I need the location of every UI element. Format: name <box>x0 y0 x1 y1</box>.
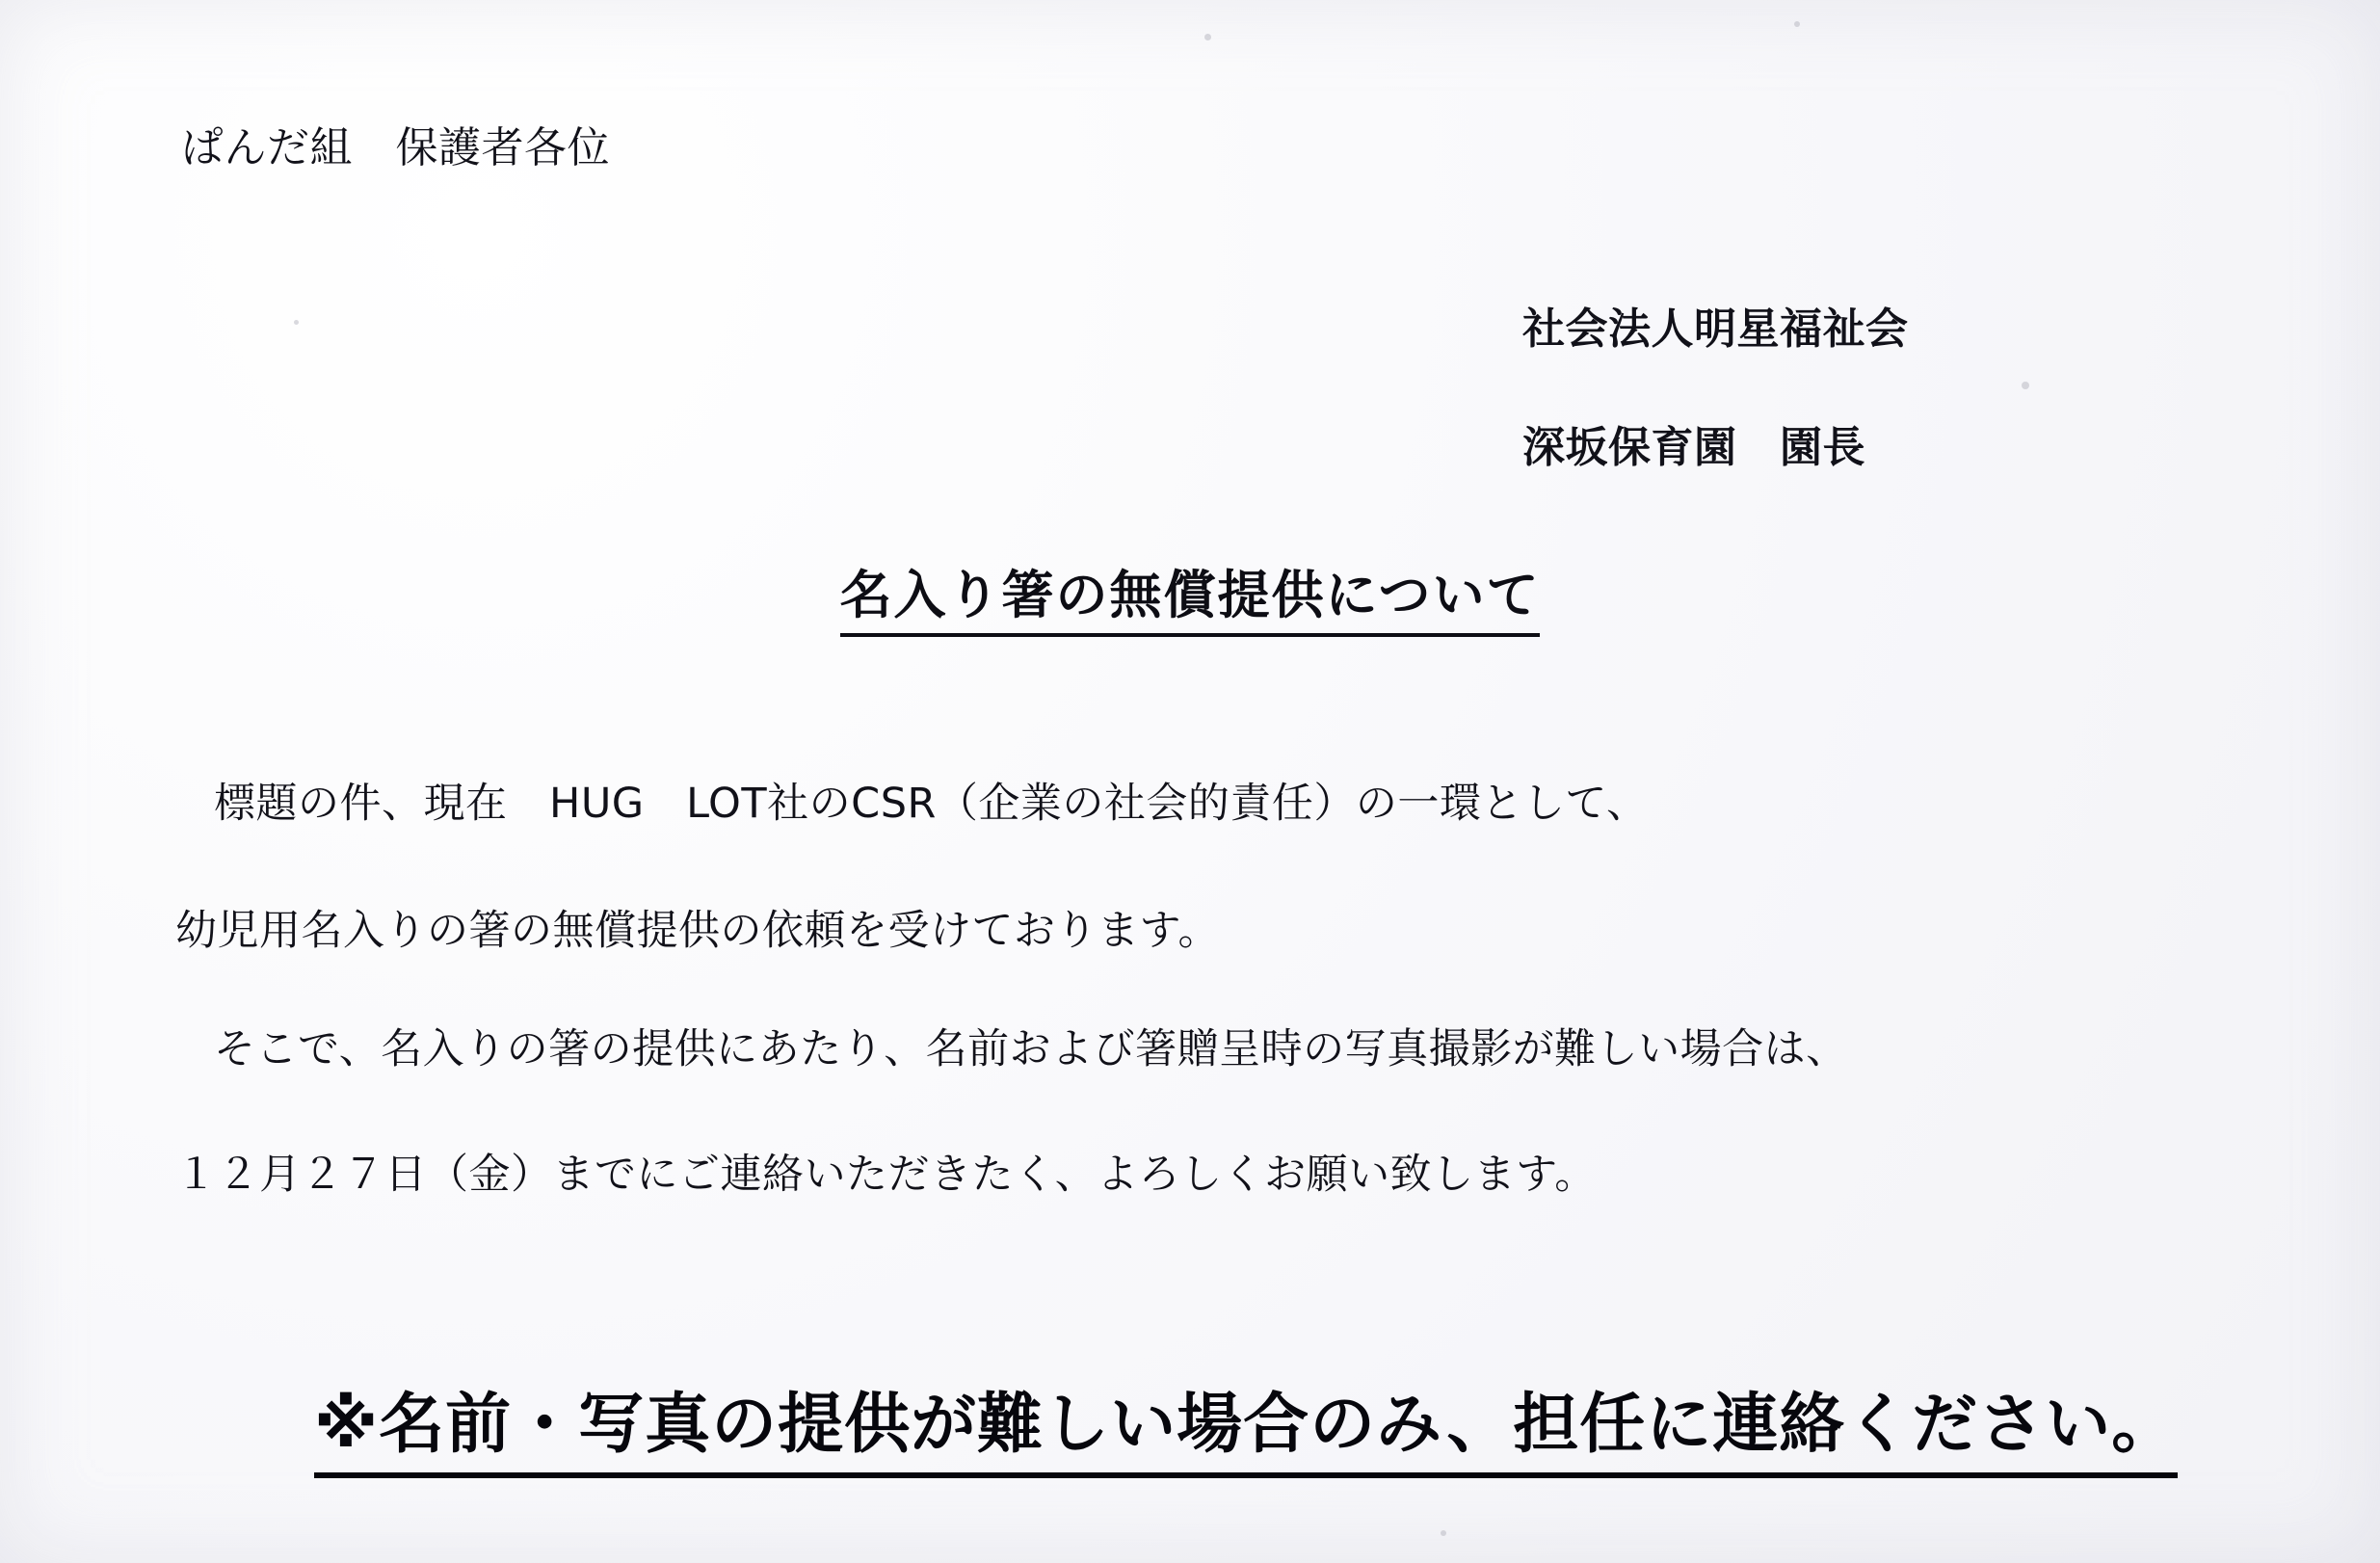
organization-name: 社会法人明星福祉会 <box>1522 305 1909 354</box>
important-notice <box>172 1296 2178 1542</box>
issuer-name: 深坂保育園 園長 <box>1522 423 1865 472</box>
important-notice-text: ※名前・写真の提供が難しい場合のみ、担任に連絡ください。 <box>314 1387 2178 1478</box>
body-paragraph-1-line-1: 標題の件、現在 HUG LOT社のCSR（企業の社会的責任）の一環として、 <box>214 780 1649 828</box>
document-title-text: 名入り箸の無償提供について <box>840 565 1541 637</box>
body-paragraph-2-line-1: そこで、名入りの箸の提供にあたり、名前および箸贈呈時の写真撮影が難しい場合は、 <box>214 1025 1848 1073</box>
document-title <box>0 554 2380 628</box>
body-paragraph-2-line-2: １２月２７日（金）までにご連絡いただきたく、よろしくお願い致します。 <box>175 1151 1597 1199</box>
addressee-line: ぱんだ組 保護者各位 <box>181 123 610 172</box>
body-paragraph-1-line-2: 幼児用名入りの箸の無償提供の依頼を受けております。 <box>175 907 1221 955</box>
